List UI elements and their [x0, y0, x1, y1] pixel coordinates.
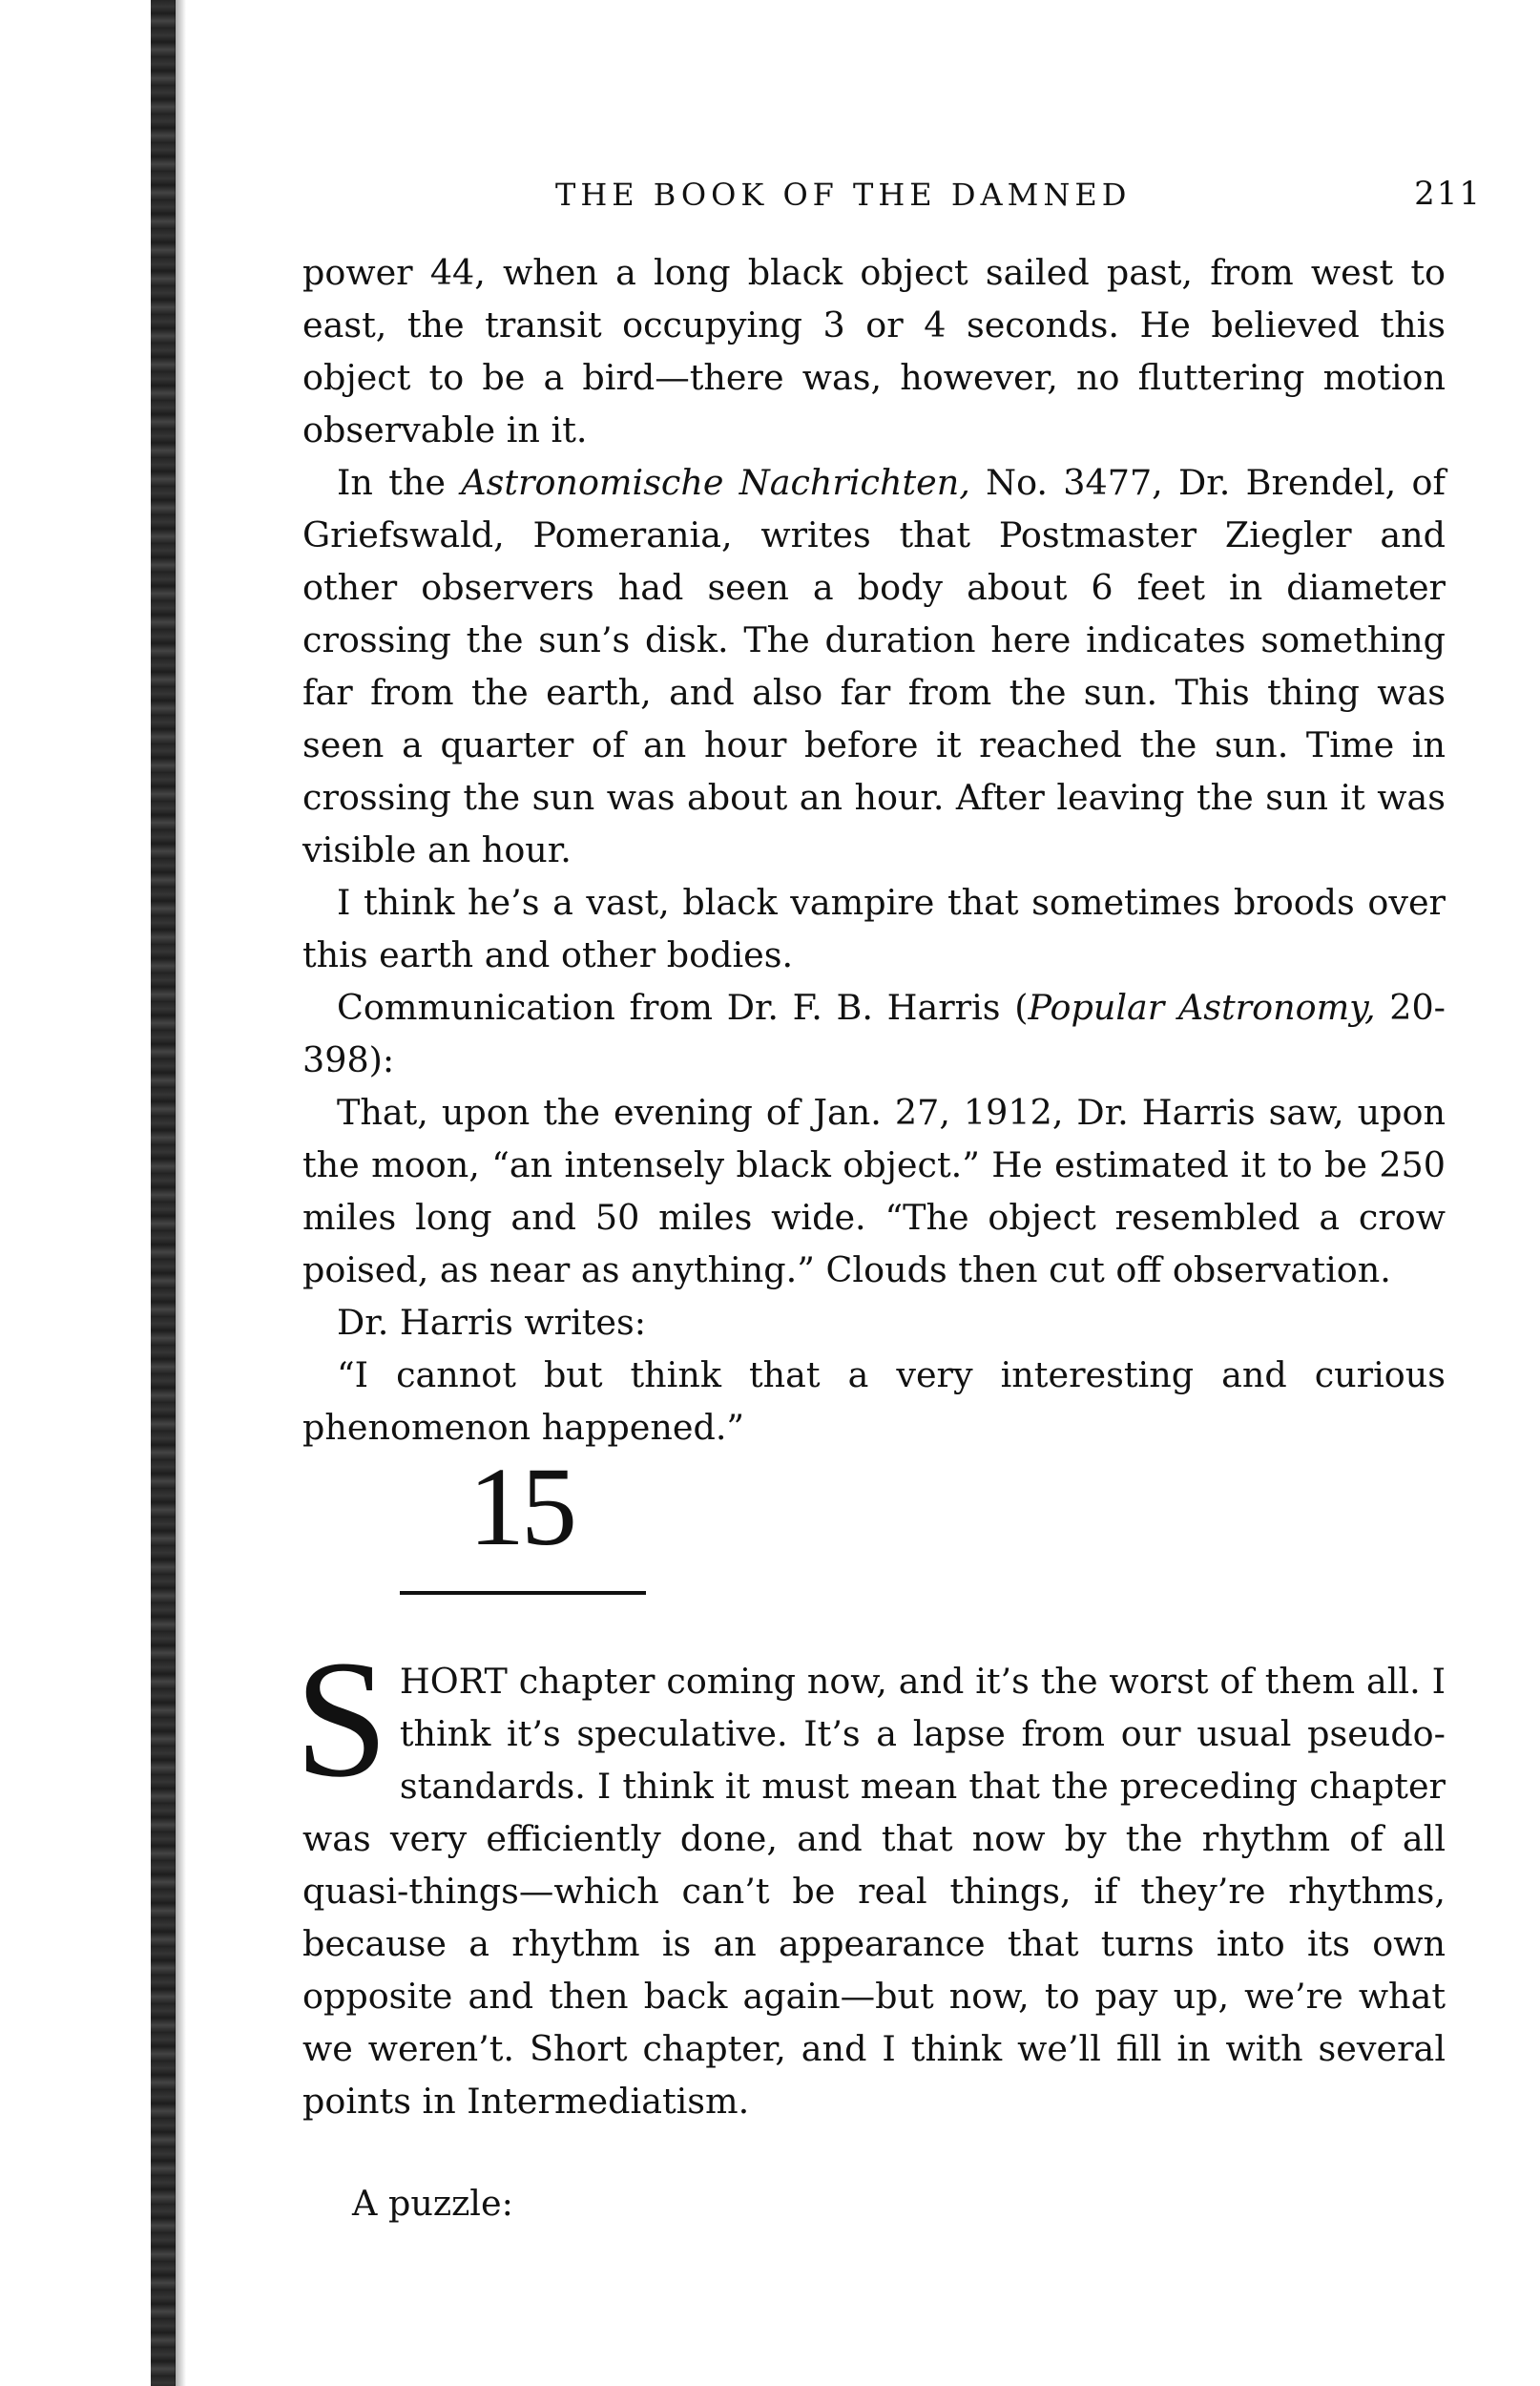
drop-cap: S: [295, 1626, 388, 1812]
paragraph-harris-quote: “I cannot but think that a very interesting and curious phenomenon happened.”: [302, 1354, 1446, 1448]
paragraph-harris-writes: Dr. Harris writes:: [337, 1302, 647, 1343]
paragraph-communication-ref: 20-398):: [302, 987, 1446, 1080]
running-head: [302, 175, 1482, 224]
page-binding-edge: [151, 0, 176, 2386]
paragraph-brendel-body: No. 3477, Dr. Brendel, of Griefswald, Pomerania, writes that Postmaster Ziegler and other observers had seen a body about 6 feet in diameter crossing the sun’s disk. The duration here indicates something far from the earth, and also far from the sun. This thing was seen a quarter of an hour before it reached the sun. Time in crossing the sun was about an hour. After leaving the sun it was visible an hour.: [302, 462, 1446, 870]
puzzle-line: A puzzle:: [352, 2183, 513, 2224]
paragraph-harris-observation: That, upon the evening of Jan. 27, 1912, Dr. Harris saw, upon the moon, “an intensely black object.” He estimated it to be 250 miles long and 50 miles wide. “The object resembled a crow poised, as near as anything.” Clouds then cut off observation.: [302, 1092, 1446, 1290]
chapter-opening-paragraph: HORT chapter coming now, and it’s the worst of them all. I think it’s speculative. It’s a lapse from our usual pseudo-standards. I think it must mean that the preceding chapter was very efficiently done, and that now by the rhythm of all quasi-things—which can’t be real things, if they’re rhythms, because a rhythm is an appearance that turns into its own opposite and then back again—but now, to pay up, we’re what we weren’t. Short chapter, and I think we’ll fill in with several points in Intermediatism.: [302, 1661, 1446, 2122]
book-page: [295, 0, 1482, 2386]
chapter-number: 15: [468, 1444, 573, 1569]
paragraph-continued: power 44, when a long black object sailed past, from west to east, the transit occupying 3 or 4 seconds. He believed this object to be a bird—there was, however, no fluttering motion observable in it.: [302, 252, 1446, 450]
paragraph-vampire: I think he’s a vast, black vampire that sometimes broods over this earth and other bodies.: [302, 882, 1446, 975]
chapter-opening: [295, 1626, 1446, 2127]
journal-title-astronomische: Astronomische Nachrichten,: [461, 462, 970, 503]
journal-title-popular-astronomy: Popular Astronomy,: [1028, 987, 1376, 1028]
page-binding-shadow: [175, 0, 186, 2386]
chapter-rule: [400, 1591, 646, 1595]
paragraph-communication-lead: Communication from Dr. F. B. Harris (: [337, 987, 1029, 1028]
chapter-heading: [302, 1435, 1447, 1579]
page-number: 211: [1414, 175, 1482, 213]
running-head-title: THE BOOK OF THE DAMNED: [555, 177, 1132, 213]
paragraph-brendel-lead: In the: [337, 462, 462, 503]
paragraph-communication: [302, 981, 1446, 1086]
body-text: [302, 246, 1446, 1454]
paragraph-brendel: [302, 456, 1446, 876]
